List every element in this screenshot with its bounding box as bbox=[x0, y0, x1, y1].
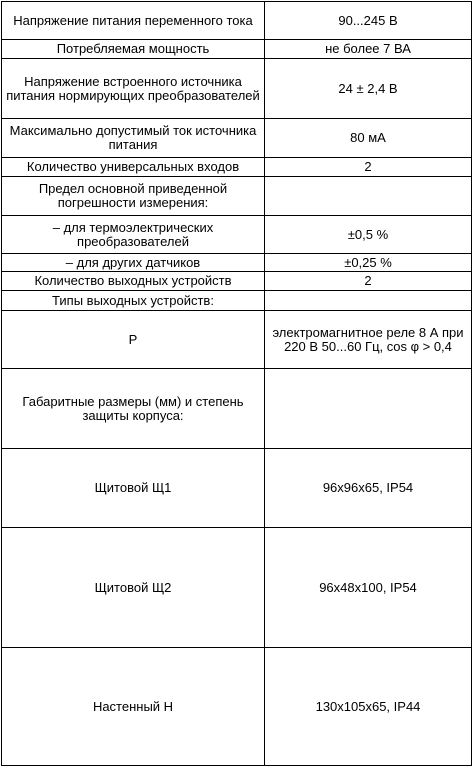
param-cell bbox=[2, 528, 265, 648]
table-row bbox=[2, 119, 472, 158]
param-value: 24 ± 2,4 В bbox=[338, 80, 398, 96]
param-label: Максимально допустимый ток источника питания bbox=[9, 123, 257, 152]
table-row bbox=[2, 648, 472, 766]
param-value: 96х48х100, IP54 bbox=[319, 579, 417, 595]
value-cell bbox=[265, 119, 472, 158]
param-label: Щитовой Щ1 bbox=[94, 480, 172, 495]
value-cell bbox=[265, 648, 472, 766]
param-cell bbox=[2, 216, 265, 254]
param-cell bbox=[2, 291, 265, 311]
param-cell bbox=[2, 59, 265, 119]
param-cell bbox=[2, 119, 265, 158]
param-cell bbox=[2, 449, 265, 528]
param-label: Предел основной приведенной погрешности измерения: bbox=[38, 181, 228, 210]
param-label: Р bbox=[128, 331, 138, 347]
value-cell bbox=[265, 449, 472, 528]
param-label: – для других датчиков bbox=[65, 254, 201, 270]
param-label: Габаритные размеры (мм) и степень защиты корпуса: bbox=[22, 393, 244, 423]
value-cell bbox=[265, 216, 472, 254]
param-value: 2 bbox=[364, 159, 372, 174]
table-row bbox=[2, 272, 472, 291]
table-row bbox=[2, 59, 472, 119]
table-row bbox=[2, 369, 472, 449]
table-row bbox=[2, 528, 472, 648]
param-label: Количество выходных устройств bbox=[34, 273, 232, 288]
param-cell bbox=[2, 311, 265, 369]
param-cell bbox=[2, 254, 265, 272]
value-cell bbox=[265, 40, 472, 59]
param-cell bbox=[2, 2, 265, 40]
param-value: 90...245 В bbox=[338, 12, 398, 28]
param-label: Типы выходных устройств: bbox=[52, 292, 214, 308]
param-value: электромагнитное реле 8 А при 220 В 50...60 Гц, cos φ > 0,4 bbox=[272, 324, 464, 354]
value-cell bbox=[265, 59, 472, 119]
param-value: ±0,25 % bbox=[344, 254, 392, 270]
param-cell bbox=[2, 369, 265, 449]
table-row bbox=[2, 2, 472, 40]
param-label: Потребляемая мощность bbox=[56, 41, 210, 56]
param-value: 130х105х65, IP44 bbox=[315, 698, 421, 714]
table-row bbox=[2, 216, 472, 254]
table-row bbox=[2, 40, 472, 59]
value-cell bbox=[265, 291, 472, 311]
param-label: Настенный Н bbox=[92, 698, 174, 714]
param-cell bbox=[2, 158, 265, 177]
value-cell bbox=[265, 254, 472, 272]
value-cell bbox=[265, 2, 472, 40]
specifications-table bbox=[1, 1, 472, 766]
param-label: Напряжение питания переменного тока bbox=[13, 12, 253, 28]
value-cell bbox=[265, 158, 472, 177]
value-cell bbox=[265, 311, 472, 369]
table-row bbox=[2, 449, 472, 528]
param-cell bbox=[2, 40, 265, 59]
table-row bbox=[2, 291, 472, 311]
param-value: 96х96х65, IP54 bbox=[322, 480, 414, 495]
param-label: Количество универсальных входов bbox=[26, 159, 240, 174]
param-value: 80 мА bbox=[350, 130, 386, 145]
table-row bbox=[2, 177, 472, 216]
table-row bbox=[2, 311, 472, 369]
param-cell bbox=[2, 272, 265, 291]
param-label: – для термоэлектрических преобразователей bbox=[52, 219, 214, 249]
table-row bbox=[2, 254, 472, 272]
param-cell bbox=[2, 648, 265, 766]
value-cell bbox=[265, 272, 472, 291]
param-label: Напряжение встроенного источника питания нормирующих преобразователей bbox=[6, 73, 260, 103]
param-label: Щитовой Щ2 bbox=[94, 579, 172, 595]
value-cell bbox=[265, 177, 472, 216]
param-value: 2 bbox=[364, 273, 372, 288]
param-value: ±0,5 % bbox=[347, 226, 389, 242]
table-row bbox=[2, 158, 472, 177]
param-value: не более 7 ВА bbox=[325, 41, 411, 56]
value-cell bbox=[265, 528, 472, 648]
param-cell bbox=[2, 177, 265, 216]
value-cell bbox=[265, 369, 472, 449]
